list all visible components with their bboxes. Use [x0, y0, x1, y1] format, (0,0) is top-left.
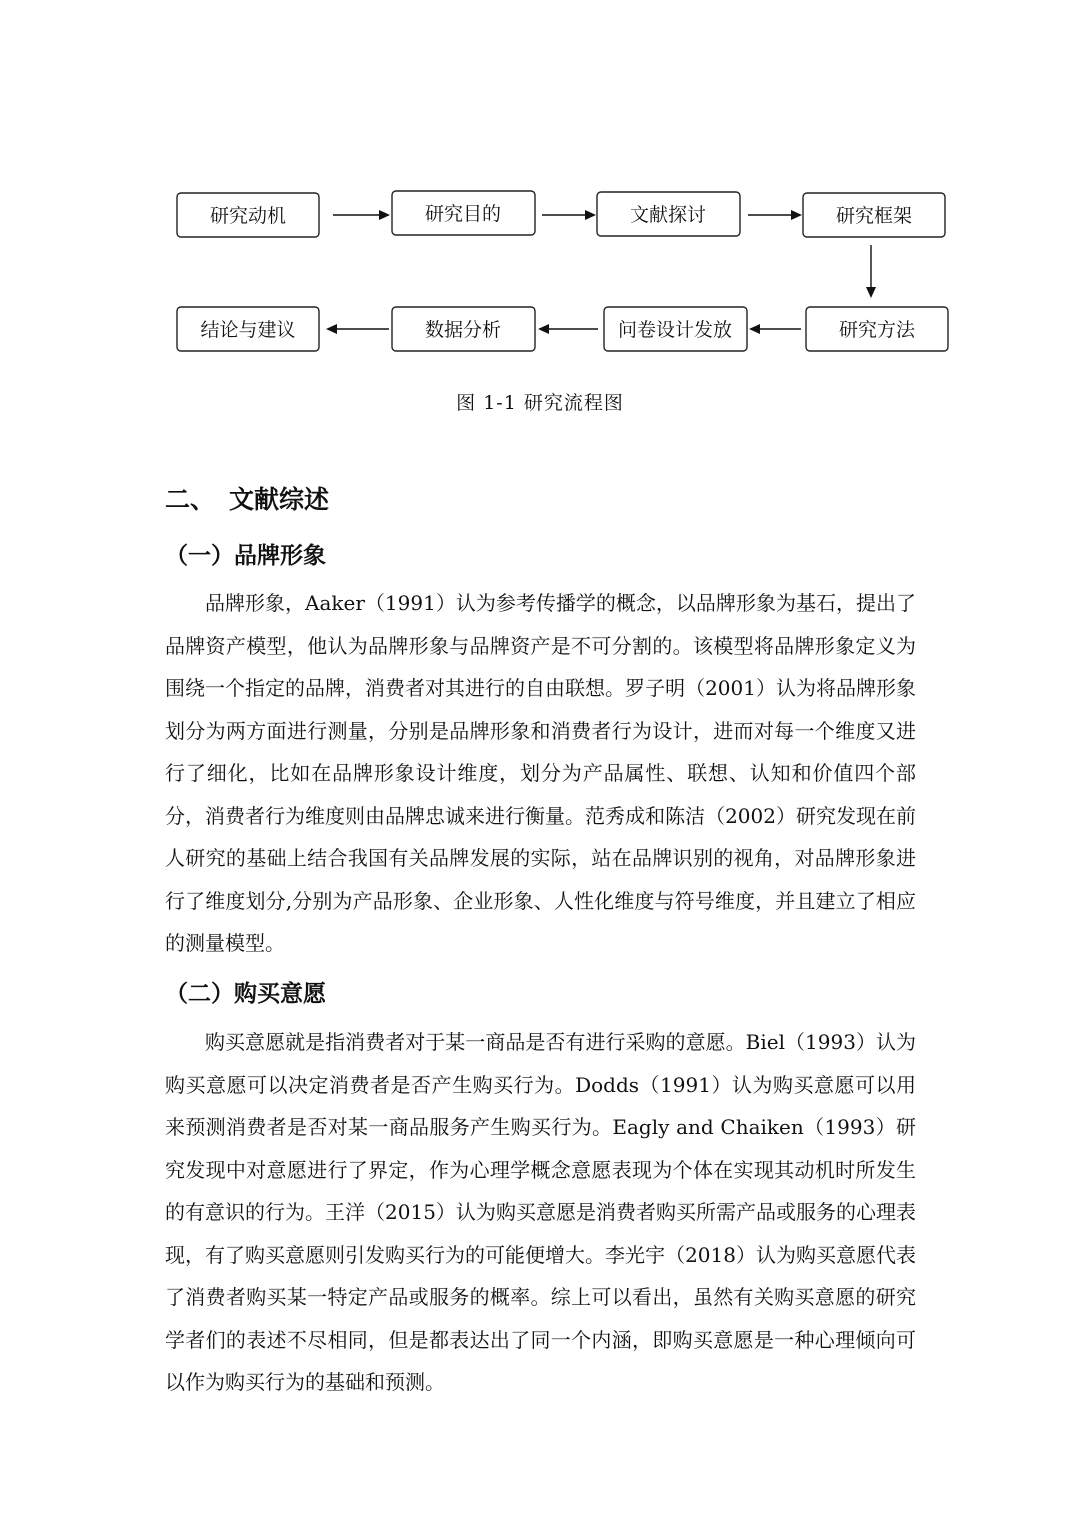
- flow-arrow-literature-framework: [748, 210, 802, 220]
- flow-node-motivation: [177, 193, 319, 237]
- section-heading: [165, 480, 329, 516]
- section-title: 文献综述: [229, 485, 330, 514]
- flow-node-framework: [803, 193, 945, 237]
- research-flowchart: [0, 0, 1080, 380]
- paragraph-brand-image: 品牌形象，Aaker（1991）认为参考传播学的概念，以品牌形象为基石，提出了品牌资产模型，他认为品牌形象与品牌资产是不可分割的。该模型将品牌形象定义为围绕一个指定的品牌，消费者对其进行的自由联想。罗子明（2001）认为将品牌形象划分为两方面进行测量，分别是品牌形象和消费者行为设计，进而对每一个维度又进行了细化，比如在品牌形象设计维度，划分为产品属性、联想、认知和价值四个部分，消费者行为维度则由品牌忠诚来进行衡量。范秀成和陈洁（2002）研究发现在前人研究的基础上结合我国有关品牌发展的实际，站在品牌识别的视角，对品牌形象进行了维度划分,分别为产品形象、企业形象、人性化维度与符号维度，并且建立了相应的测量模型。: [165, 591, 916, 955]
- flow-node-questionnaire: [604, 307, 747, 351]
- subsection-heading-purchase-intention: （二）购买意愿: [165, 981, 326, 1007]
- svg-text:文献探讨: 文献探讨: [629, 204, 707, 226]
- flow-node-conclusion: [177, 307, 319, 351]
- svg-text:数据分析: 数据分析: [424, 319, 502, 341]
- svg-text:研究目的: 研究目的: [424, 203, 502, 225]
- svg-text:问卷设计发放: 问卷设计发放: [617, 319, 733, 341]
- flow-node-analysis: [392, 307, 535, 351]
- svg-text:研究动机: 研究动机: [209, 205, 287, 227]
- figure-caption: 图 1-1 研究流程图: [456, 392, 624, 414]
- svg-text:研究框架: 研究框架: [835, 205, 913, 227]
- flow-arrow-framework-method: [866, 245, 876, 298]
- subsection-heading-brand-image: （一）品牌形象: [165, 543, 326, 569]
- flow-arrow-motivation-purpose: [333, 210, 390, 220]
- section-number: 二、: [165, 485, 216, 514]
- svg-text:结论与建议: 结论与建议: [200, 319, 296, 341]
- flow-arrow-questionnaire-analysis: [538, 324, 598, 334]
- paragraph-purchase-intention: 购买意愿就是指消费者对于某一商品是否有进行采购的意愿。Biel（1993）认为购买意愿可以决定消费者是否产生购买行为。Dodds（1991）认为购买意愿可以用来预测消费者是否对某一商品服务产生购买行为。Eagly and Chaiken（1993）研究发现中对意愿进行了界定，作为心理学概念意愿表现为个体在实现其动机时所发生的有意识的行为。王洋（2015）认为购买意愿是消费者购买所需产品或服务的心理表现，有了购买意愿则引发购买行为的可能便增大。李光宇（2018）认为购买意愿代表了消费者购买某一特定产品或服务的概率。综上可以看出，虽然有关购买意愿的研究学者们的表述不尽相同，但是都表达出了同一个内涵，即购买意愿是一种心理倾向可以作为购买行为的基础和预测。: [165, 1030, 916, 1394]
- flow-arrow-purpose-literature: [542, 210, 596, 220]
- flow-arrow-analysis-conclusion: [326, 324, 389, 334]
- svg-text:研究方法: 研究方法: [838, 319, 916, 341]
- flow-node-method: [806, 307, 948, 351]
- flow-node-purpose: [392, 191, 535, 235]
- flow-arrow-method-questionnaire: [749, 324, 801, 334]
- flow-node-literature: [597, 192, 740, 236]
